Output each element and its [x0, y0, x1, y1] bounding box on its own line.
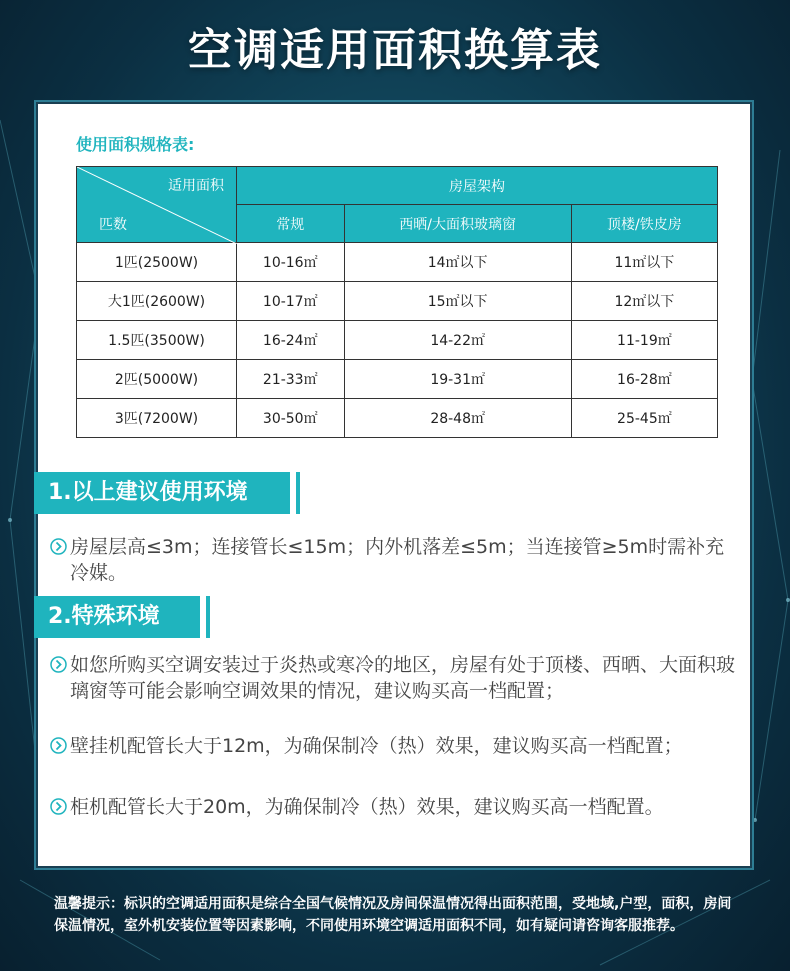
corner-label-area: 适用面积: [168, 178, 224, 194]
table-row: [77, 321, 718, 360]
column-header: 顶楼/铁皮房: [571, 205, 717, 243]
list-item-text: 房屋层高≤3m；连接管长≤15m；内外机落差≤5m；当连接管≥5m时需补充冷媒。: [70, 536, 725, 584]
circle-chevron-right-icon: [50, 798, 67, 815]
table-cell: 16-28㎡: [571, 360, 717, 399]
table-cell: 25-45㎡: [571, 399, 717, 438]
list-item-text: 如您所购买空调安装过于炎热或寒冷的地区，房屋有处于顶楼、西晒、大面积玻璃窗等可能会影响空调效果的情况，建议购买高一档配置；: [70, 654, 736, 702]
circle-chevron-right-icon: [50, 538, 67, 555]
group-header: 房屋架构: [237, 167, 718, 205]
list-item: [50, 652, 740, 704]
table-row: [77, 360, 718, 399]
table-cell: 14-22㎡: [344, 321, 571, 360]
spec-table: [76, 166, 718, 438]
table-cell: 10-16㎡: [237, 243, 345, 282]
list-item-text: 壁挂机配管长大于12m，为确保制冷（热）效果，建议购买高一档配置；: [70, 735, 683, 757]
table-cell: 28-48㎡: [344, 399, 571, 438]
table-cell: 15㎡以下: [344, 282, 571, 321]
circle-chevron-right-icon: [50, 656, 67, 673]
list-item-text: 柜机配管长大于20m，为确保制冷（热）效果，建议购买高一档配置。: [70, 796, 664, 818]
list-item: [50, 794, 740, 820]
footer-notice: 温馨提示：标识的空调适用面积是综合全国气候情况及房间保温情况得出面积范围，受地域,户型，面积，房间保温情况，室外机安装位置等因素影响，不同使用环境空调适用面积不同，如有疑问请咨询客服推荐。: [54, 896, 732, 934]
table-cell: 11-19㎡: [571, 321, 717, 360]
table-cell: 14㎡以下: [344, 243, 571, 282]
table-cell: 16-24㎡: [237, 321, 345, 360]
list-item: [50, 534, 740, 586]
table-cell: 10-17㎡: [237, 282, 345, 321]
column-header: 西晒/大面积玻璃窗: [344, 205, 571, 243]
table-row: [77, 243, 718, 282]
section-heading-special: 2.特殊环境: [34, 596, 200, 638]
table-cell: 11㎡以下: [571, 243, 717, 282]
spec-table-heading: 使用面积规格表:: [76, 135, 195, 154]
table-cell: 3匹(7200W): [77, 399, 237, 438]
table-cell: 21-33㎡: [237, 360, 345, 399]
table-cell: 19-31㎡: [344, 360, 571, 399]
section-heading-recommended: 1.以上建议使用环境: [34, 472, 290, 514]
column-header: 常规: [237, 205, 345, 243]
table-cell: 12㎡以下: [571, 282, 717, 321]
table-cell: 30-50㎡: [237, 399, 345, 438]
table-row: [77, 282, 718, 321]
table-cell: 1匹(2500W): [77, 243, 237, 282]
table-cell: 大1匹(2600W): [77, 282, 237, 321]
table-cell: 2匹(5000W): [77, 360, 237, 399]
corner-label-power: 匹数: [99, 217, 127, 233]
table-corner-cell: [77, 167, 237, 243]
table-row: [77, 399, 718, 438]
circle-chevron-right-icon: [50, 737, 67, 754]
page-title: 空调适用面积换算表: [188, 25, 602, 76]
list-item: [50, 733, 740, 759]
table-cell: 1.5匹(3500W): [77, 321, 237, 360]
